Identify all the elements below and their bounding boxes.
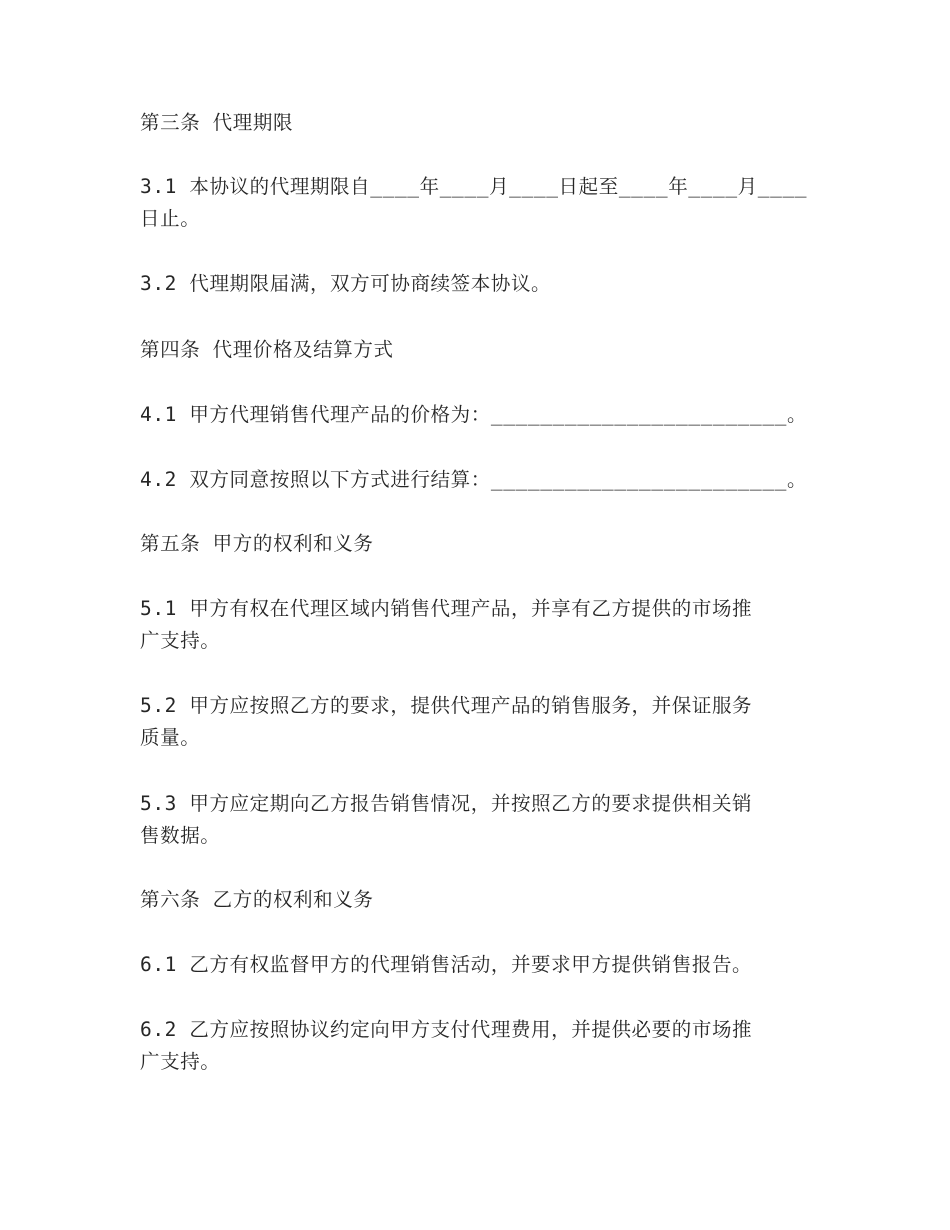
clause-5-1 (140, 593, 800, 657)
text-line: 第四条 代理价格及结算方式 (140, 338, 394, 361)
clause-5-2 (140, 690, 800, 754)
clause-4-1 (140, 399, 808, 431)
text-line: 售数据。 (140, 824, 221, 847)
text-line: 5.1 甲方有权在代理区域内销售代理产品，并享有乙方提供的市场推 (140, 597, 753, 620)
text-line: 广支持。 (140, 1050, 221, 1073)
text-line: 3.1 本协议的代理期限自____年____月____日起至____年____月____ (140, 175, 808, 198)
text-line: 6.1 乙方有权监督甲方的代理销售活动，并要求甲方提供销售报告。 (140, 953, 753, 976)
clause-3-2 (140, 268, 800, 300)
text-line: 质量。 (140, 726, 201, 749)
text-line: 第五条 甲方的权利和义务 (140, 532, 374, 555)
text-line: 第三条 代理期限 (140, 111, 294, 134)
text-line: 5.2 甲方应按照乙方的要求，提供代理产品的销售服务，并保证服务 (140, 694, 753, 717)
article-4-heading (140, 334, 800, 366)
article-6-heading (140, 884, 800, 916)
text-line: 日止。 (140, 207, 201, 230)
clause-6-1 (140, 949, 800, 981)
text-line: 3.2 代理期限届满，双方可协商续签本协议。 (140, 272, 552, 295)
text-line: 第六条 乙方的权利和义务 (140, 888, 374, 911)
text-line: 6.2 乙方应按照协议约定向甲方支付代理费用，并提供必要的市场推 (140, 1018, 753, 1041)
clause-4-2 (140, 464, 808, 496)
text-line: 4.2 双方同意按照以下方式进行结算：________________________。 (140, 468, 808, 491)
clause-5-3 (140, 788, 800, 852)
clause-3-1 (140, 171, 808, 235)
clause-6-2 (140, 1014, 800, 1078)
article-3-heading (140, 107, 800, 139)
text-line: 广支持。 (140, 629, 221, 652)
text-line: 4.1 甲方代理销售代理产品的价格为：________________________。 (140, 403, 808, 426)
article-5-heading (140, 528, 800, 560)
text-line: 5.3 甲方应定期向乙方报告销售情况，并按照乙方的要求提供相关销 (140, 792, 753, 815)
